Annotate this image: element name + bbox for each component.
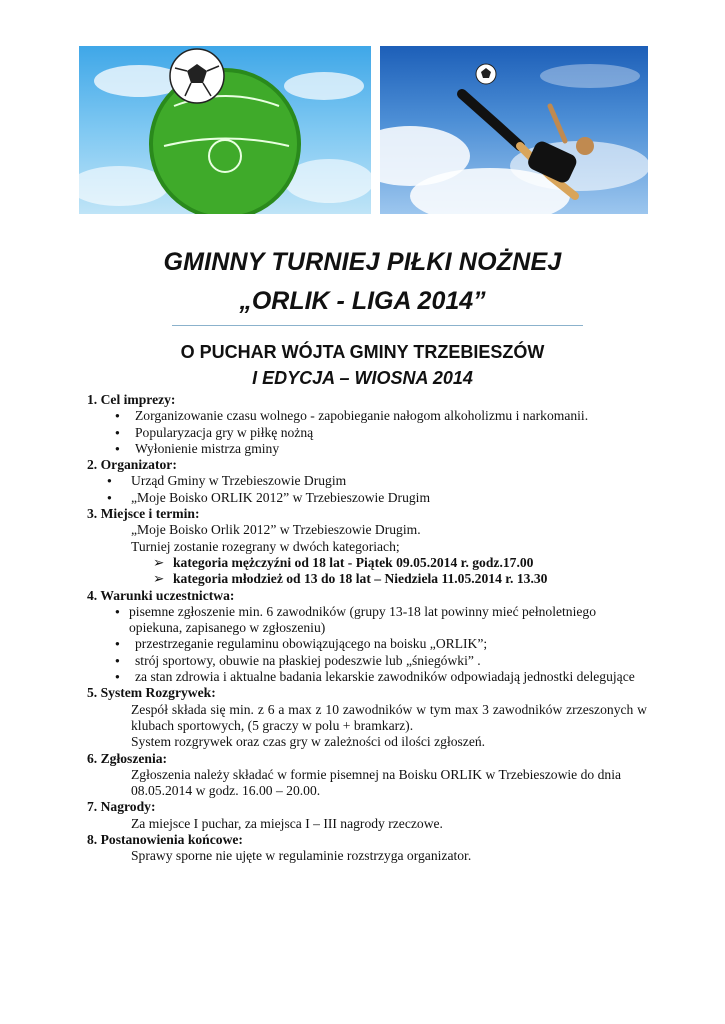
list-item: ● strój sportowy, obuwie na płaskiej podeszwie lub „śniegówki” . <box>87 653 647 669</box>
section-heading: 1. Cel imprezy: <box>87 392 176 407</box>
regulations-body <box>87 392 647 865</box>
section-text: Zgłoszenia należy składać w formie pisemnej na Boisku ORLIK w Trzebieszowie do dnia 08.05.2014 w godz. 16.00 – 20.00. <box>131 766 622 799</box>
section-text: „Moje Boisko Orlik 2012” w Trzebieszowie Drugim. <box>131 522 421 538</box>
section-heading: 3. Miejsce i termin: <box>87 506 200 522</box>
section-text: Za miejsce I puchar, za miejsca I – III nagrody rzeczowe. <box>131 815 443 831</box>
section-heading: 2. Organizator: <box>87 457 177 473</box>
section-text: Sprawy sporne nie ujęte w regulaminie rozstrzyga organizator. <box>131 848 472 864</box>
title-line-1: GMINNY TURNIEJ PIŁKI NOŻNEJ <box>163 248 562 276</box>
section-text: Turniej zostanie rozegrany w dwóch kategoriach; <box>131 538 400 554</box>
category-item: ➢ kategoria mężczyźni od 18 lat - Piątek 09.05.2014 r. godz.17.00 <box>87 555 647 571</box>
list-item: ● pisemne zgłoszenie min. 6 zawodników (grupy 13-18 lat powinny mieć pełnoletniego opiekuna, zapisanego w zgłoszeniu) <box>87 604 647 637</box>
list-item: ● Wyłonienie mistrza gminy <box>87 441 647 457</box>
section-text: System rozgrywek oraz czas gry w zależności od ilości zgłoszeń. <box>131 734 486 750</box>
section-text: Zespół składa się min. z 6 a max z 10 zawodników w tym max 3 zawodników zrzeszonych w klubach sportowych, (5 graczy w polu + bramkarz). <box>131 701 647 733</box>
list-item: ● Popularyzacja gry w piłkę nożną <box>87 425 647 441</box>
title-divider <box>172 325 583 326</box>
section-heading: 7. Nagrody: <box>87 799 156 815</box>
subtitle-line-1: O PUCHAR WÓJTA GMINY TRZEBIESZÓW <box>180 342 545 362</box>
list-item: ● Zorganizowanie czasu wolnego - zapobieganie nałogom alkoholizmu i narkomanii. <box>87 408 647 424</box>
title-line-2: „ORLIK - LIGA 2014” <box>239 287 486 315</box>
section-heading: 6. Zgłoszenia: <box>87 750 168 766</box>
bicycle-kick-image <box>380 46 648 214</box>
list-item: ● Urząd Gminy w Trzebieszowie Drugim <box>87 473 647 489</box>
soccer-globe-image <box>79 46 371 214</box>
list-item: ● przestrzeganie regulaminu obowiązującego na boisku „ORLIK”; <box>87 636 647 652</box>
subtitle-line-2: I EDYCJA – WIOSNA 2014 <box>252 368 473 388</box>
section-heading: 4. Warunki uczestnictwa: <box>87 587 235 603</box>
list-item: ● za stan zdrowia i aktualne badania lekarskie zawodników odpowiadają jednostki delegujące <box>87 669 647 685</box>
list-item: ● „Moje Boisko ORLIK 2012” w Trzebieszowie Drugim <box>87 490 647 506</box>
section-heading: 5. System Rozgrywek: <box>87 685 216 701</box>
category-item: ➢ kategoria młodzież od 13 do 18 lat – Niedziela 11.05.2014 r. 13.30 <box>87 571 647 587</box>
section-heading: 8. Postanowienia końcowe: <box>87 832 243 848</box>
